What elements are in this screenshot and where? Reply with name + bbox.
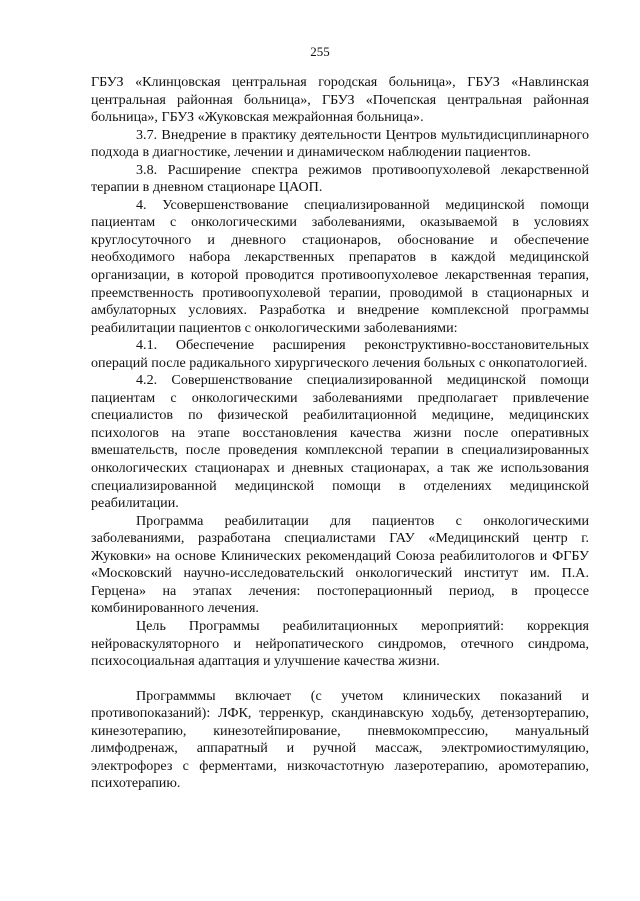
document-body bbox=[91, 74, 589, 793]
paragraph-hospitals-list: ГБУЗ «Клинцовская центральная городская больница», ГБУЗ «Навлинская центральная районная больница», ГБУЗ «Почепская центральная районная больница», ГБУЗ «Жуковская межрайонная больница». bbox=[91, 74, 589, 126]
page-number: 255 bbox=[310, 44, 330, 59]
paragraph-4-2: 4.2. Совершенствование специализированной медицинской помощи пациентам с онкологическими заболеваниями предполагает привлечение специалистов по физической реабилитационной медицине, медицинских психологов на этапе восстановления качества жизни после оперативных вмешательств, после проведения комплексной терапии в специализированных онкологических стационарах и дневных стационарах, а так же использования специализированной медицинской помощи в отделениях медицинской реабилитации. bbox=[91, 372, 589, 512]
paragraph-3-7: 3.7. Внедрение в практику деятельности Центров мультидисциплинарного подхода в диагностике, лечении и динамическом наблюдении пациентов. bbox=[91, 126, 589, 161]
paragraph-4-1: 4.1. Обеспечение расширения реконструктивно-восстановительных операций после радикального хирургического лечения больных с онкопатологией. bbox=[91, 337, 589, 371]
paragraph-program-goal: Цель Программы реабилитационных мероприятий: коррекция нейроваскуляторного и нейропатического синдромов, отечного синдрома, психосоциальная адаптация и улучшение качества жизни. bbox=[91, 617, 589, 670]
paragraph-3-8: 3.8. Расширение спектра режимов противоопухолевой лекарственной терапии в дневном стационаре ЦАОП. bbox=[91, 161, 589, 196]
paragraph-program-includes: Программмы включает (с учетом клинических показаний и противопоказаний): ЛФК, терренкур, скандинавскую ходьбу, детензортерапию, кинезотерапию, кинезотейпирование, пневмокомпрессию, мануальный лимфодренаж, аппаратный и ручной массаж, электромиостимуляцию, электрофорез с ферментами, низкочастотную лазеротерапию, аромотерапию, психотерапию. bbox=[91, 687, 589, 792]
paragraph-rehab-program: Программа реабилитации для пациентов с онкологическими заболеваниями, разработана специалистами ГАУ «Медицинский центр г. Жуковки» на основе Клинических рекомендаций Союза реабилитологов и ФГБУ «Московский научно-исследовательский онкологический институт им. П.А. Герцена» на этапах лечения: постоперационный период, в процессе комбинированного лечения. bbox=[91, 512, 589, 617]
paragraph-4: 4. Усовершенствование специализированной медицинской помощи пациентам с онкологическими заболеваниями, оказываемой в условиях круглосуточного и дневного стационаров, обоснование и обеспечение необходимого набора лекарственных препаратов в каждой медицинской организации, в которой проводится противоопухолевое лекарственная терапия, преемственность противоопухолевой терапии, проводимой в стационарных и амбулаторных условиях. Разработка и внедрение комплексной программы реабилитации пациентов с онкологическими заболеваниями: bbox=[91, 196, 589, 336]
